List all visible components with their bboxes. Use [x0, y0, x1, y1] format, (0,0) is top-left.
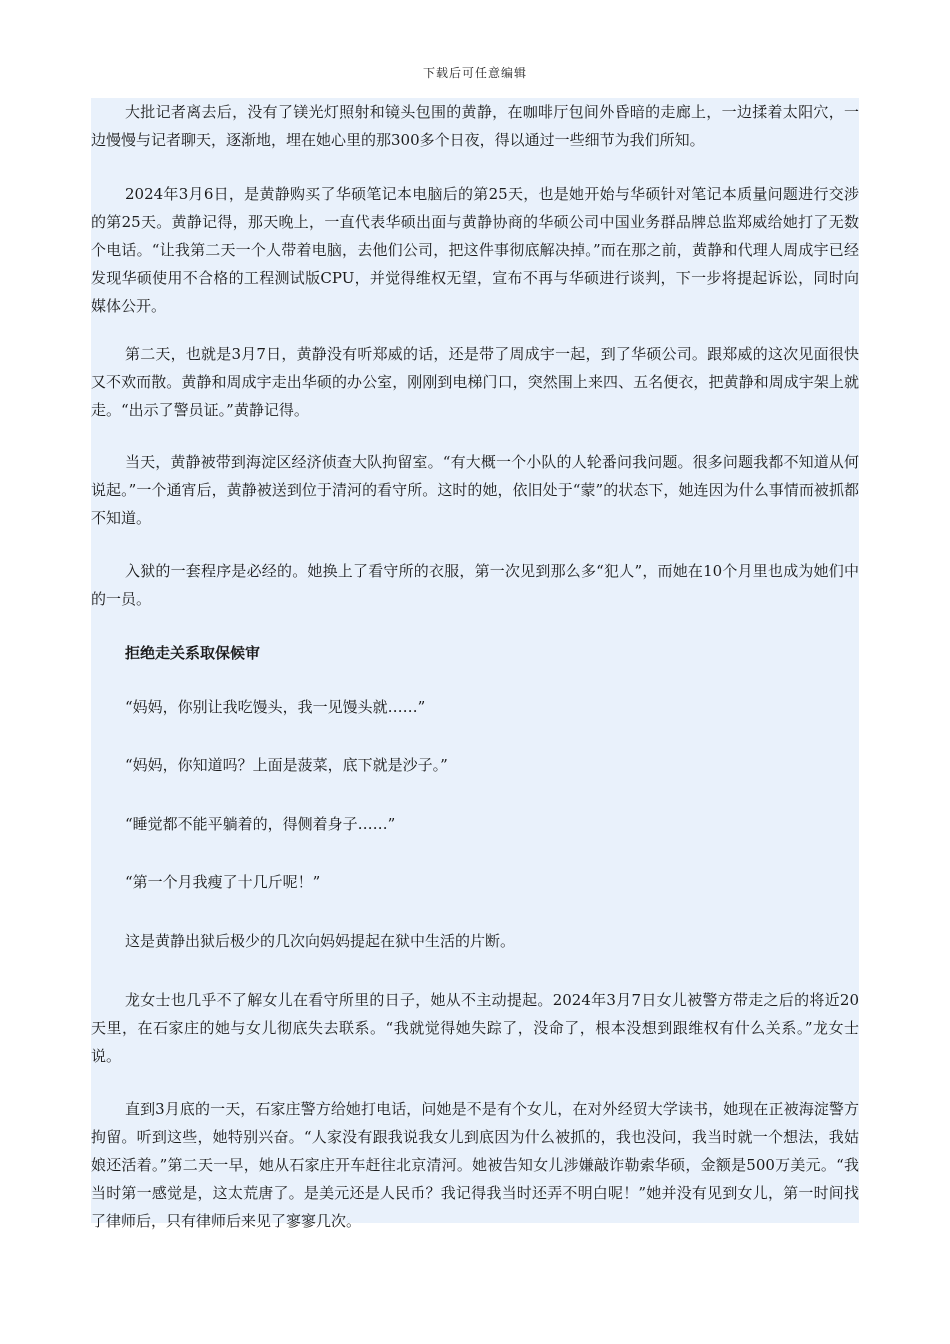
article-body: [91, 98, 859, 1230]
paragraph-8: 直到3月底的一天，石家庄警方给她打电话，问她是不是有个女儿，在对外经贸大学读书，她现在正被海淀警方拘留。听到这些，她特别兴奋。“人家没有跟我说我女儿到底因为什么被抓的，我也没问，我当时就一个想法，我姑娘还活着。”第二天一早，她从石家庄开车赶往北京清河。她被告知女儿涉嫌敲诈勒索华硕，金额是500万美元。“我当时第一感觉是，这太荒唐了。是美元还是人民币？我记得我当时还弄不明白呢！”她并没有见到女儿，第一时间找了律师后，只有律师后来见了寥寥几次。: [91, 1100, 859, 1230]
quote-1: “妈妈，你别让我吃馒头，我一见馒头就……”: [125, 698, 426, 716]
quote-2: “妈妈，你知道吗？上面是菠菜，底下就是沙子。”: [125, 756, 448, 774]
page-header: 下载后可任意编辑: [422, 66, 527, 80]
section-heading: 拒绝走关系取保候审: [125, 644, 261, 662]
paragraph-4: 当天，黄静被带到海淀区经济侦查大队拘留室。“有大概一个小队的人轮番问我问题。很多问题我都不知道从何说起。”一个通宵后，黄静被送到位于清河的看守所。这时的她，依旧处于“蒙”的状态下，她连因为什么事情而被抓都不知道。: [91, 453, 859, 527]
quote-4: “第一个月我瘦了十几斤呢！”: [125, 873, 321, 891]
paragraph-1: 大批记者离去后，没有了镁光灯照射和镜头包围的黄静，在咖啡厅包间外昏暗的走廊上，一边揉着太阳穴，一边慢慢与记者聊天，逐渐地，埋在她心里的那300多个日夜，得以通过一些细节为我们所知。: [91, 103, 859, 149]
paragraph-7: 龙女士也几乎不了解女儿在看守所里的日子，她从不主动提起。2024年3月7日女儿被警方带走之后的将近20天里，在石家庄的她与女儿彻底失去联系。“我就觉得她失踪了，没命了，根本没想到跟维权有什么关系。”龙女士说。: [91, 991, 859, 1065]
quote-3: “睡觉都不能平躺着的，得侧着身子……”: [125, 815, 396, 833]
paragraph-3: 第二天，也就是3月7日，黄静没有听郑威的话，还是带了周成宇一起，到了华硕公司。跟郑威的这次见面很快又不欢而散。黄静和周成宇走出华硕的办公室，刚刚到电梯门口，突然围上来四、五名便衣，把黄静和周成宇架上就走。“出示了警员证。”黄静记得。: [91, 345, 859, 419]
paragraph-2: 2024年3月6日，是黄静购买了华硕笔记本电脑后的第25天，也是她开始与华硕针对笔记本质量问题进行交涉的第25天。黄静记得，那天晚上，一直代表华硕出面与黄静协商的华硕公司中国业务群品牌总监郑威给她打了无数个电话。“让我第二天一个人带着电脑，去他们公司，把这件事彻底解决掉。”而在那之前，黄静和代理人周成宇已经发现华硕使用不合格的工程测试版CPU，并觉得维权无望，宣布不再与华硕进行谈判，下一步将提起诉讼，同时向媒体公开。: [91, 185, 859, 315]
paragraph-5: 入狱的一套程序是必经的。她换上了看守所的衣服，第一次见到那么多“犯人”，而她在10个月里也成为她们中的一员。: [91, 562, 859, 608]
paragraph-6: 这是黄静出狱后极少的几次向妈妈提起在狱中生活的片断。: [125, 932, 516, 950]
